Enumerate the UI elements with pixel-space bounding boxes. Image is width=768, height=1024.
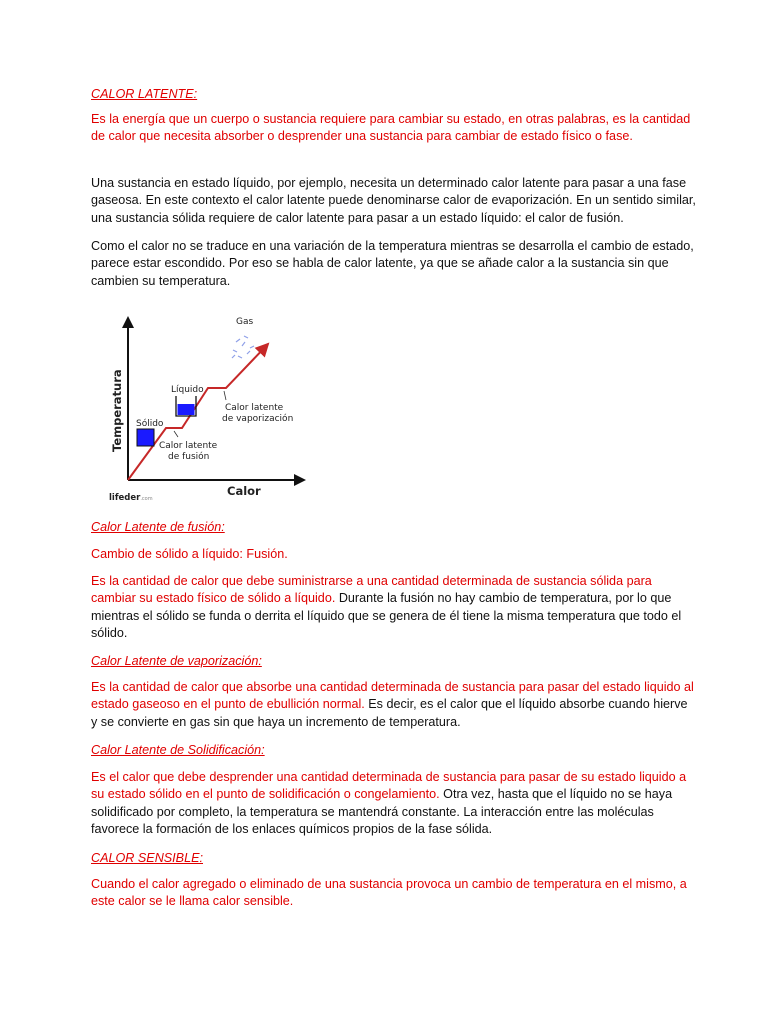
lifeder-logo: lifeder.com [109,493,153,503]
calor-latente-paragraph-3: Como el calor no se traduce en una variación de la temperatura mientras se desarrolla el cambio de estado, parece estar escondido. Por eso se habla de calor latente, ya que se añade calor a la sustancia sin que cambien su temperatura. [91,239,694,288]
solidificacion-explanation: Otra vez, hasta que el líquido no se haya solidificado por completo, la temperatura se mantendrá constante. La interacción entre las moléculas favorece la formación de los enlaces químicos propios de la fase sólida. [91,787,673,837]
vaporizacion-explanation: Es decir, es el calor que el líquido absorbe cuando hierve y se convierte en gas sin que haya un incremento de temperatura. [91,697,688,729]
latente-fusion-label-2: de fusión [168,452,210,462]
phase-change-diagram [108,312,308,508]
heading-solidificacion: Calor Latente de Solidificación: [91,743,265,757]
liquido-label: Líquido [171,385,204,395]
solido-block-icon [137,429,154,446]
calor-sensible-definition: Cuando el calor agregado o eliminado de una sustancia provoca un cambio de temperatura en el mismo, a este calor se le llama calor sensible. [91,877,687,909]
latente-vaporizacion-label-1: Calor latente [225,403,284,413]
heading-vaporizacion: Calor Latente de vaporización: [91,654,262,668]
vaporizacion-definition: Es la cantidad de calor que absorbe una cantidad determinada de sustancia para pasar del estado liquido al estado gaseoso en el punto de ebullición normal. [91,680,694,712]
calor-latente-paragraph-2: Una sustancia en estado líquido, por ejemplo, necesita un determinado calor latente para pasar a una fase gaseosa. En este contexto el calor latente puede denominarse calor de evaporización. En un sentido similar, una sustancia sólida requiere de calor latente para pasar a un estado líquido: el calor de fusión. [91,176,696,225]
gas-label: Gas [236,317,254,327]
x-axis-label: Calor [227,484,261,498]
solidificacion-definition: Es el calor que debe desprender una cantidad determinada de sustancia para pasar de su estado liquido a su estado sólido en el punto de solidificación o congelamiento. [91,770,687,802]
solidificacion-paragraph [91,769,696,839]
vaporizacion-paragraph [91,679,696,731]
fusion-paragraph [91,573,696,643]
latente-fusion-label-1: Calor latente [159,441,218,451]
fusion-definition: Es la cantidad de calor que debe suministrarse a una cantidad determinada de sustancia sólida para cambiar su estado físico de sólido a líquido. [91,574,652,606]
fusion-explanation: Durante la fusión no hay cambio de temperatura, por lo que mientras el sólido se funda o derrita el líquido que se genera de él tiene la misma temperatura que todo el sólido. [91,591,682,641]
heading-calor-latente: CALOR LATENTE: [91,87,198,101]
fusion-line-1: Cambio de sólido a líquido: Fusión. [91,547,288,561]
calor-latente-definition: Es la energía que un cuerpo o sustancia requiere para cambiar su estado, en otras palabras, es la cantidad de calor que necesita absorber o desprender una sustancia para cambiar de estado físico o fase. [91,112,691,144]
solido-label: Sólido [136,419,164,429]
gas-particles-icon [232,336,254,358]
y-axis-label: Temperatura [110,369,124,452]
heading-calor-sensible: CALOR SENSIBLE: [91,851,203,865]
heading-fusion: Calor Latente de fusión: [91,520,225,534]
latente-vaporizacion-label-2: de vaporización [222,414,294,424]
